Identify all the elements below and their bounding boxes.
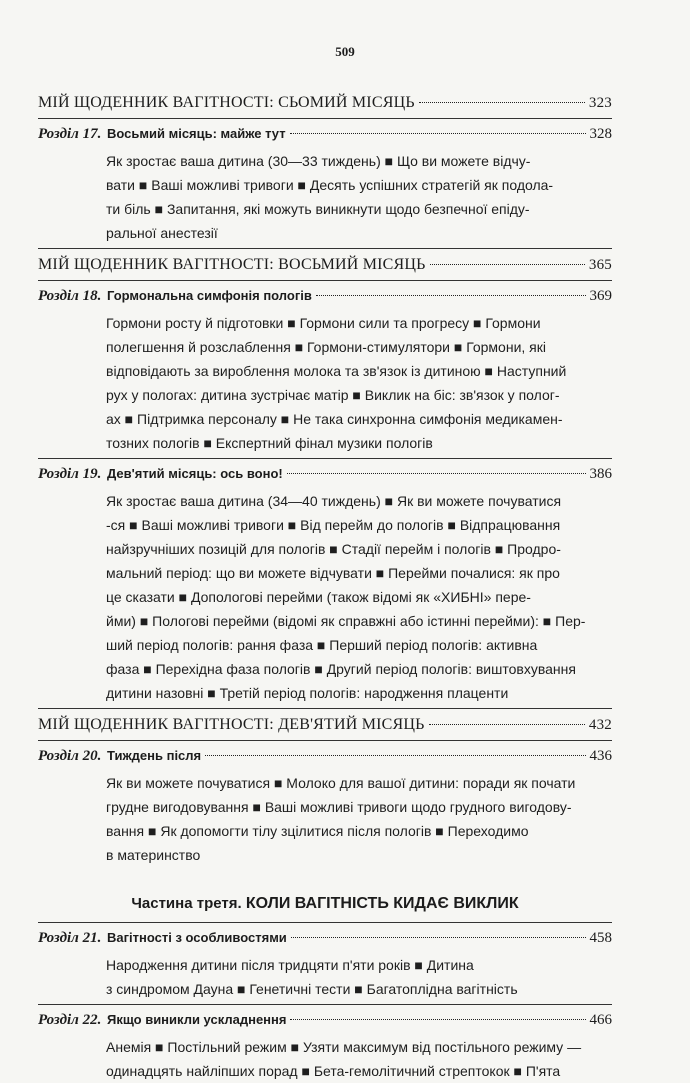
description-line: ти біль ■ Запитання, які можуть виникнути щодо безпечної епіду-	[106, 201, 530, 217]
chapter-21-label: Розділ 21.	[38, 930, 102, 946]
description-line: полегшення й розслаблення ■ Гормони-стимулятори ■ Гормони, які	[106, 339, 546, 355]
diary-eighth-month-page: 365	[588, 257, 612, 273]
dot-leader	[205, 755, 585, 756]
description-line: дитини назовні ■ Третій період пологів: народження плаценти	[106, 685, 509, 701]
description-line: ральної анестезії	[106, 225, 218, 241]
description-line: вання ■ Як допомогти тілу зцілитися після пологів ■ Переходимо	[106, 823, 529, 839]
diary-seventh-month-entry	[38, 94, 612, 112]
chapter-19-description	[106, 489, 612, 705]
description-line: -ся ■ Ваші можливі тривоги ■ Від перейм до пологів ■ Відпрацювання	[106, 517, 561, 533]
description-line: одинадцять найліпших порад ■ Бета-гемолітичний стрептокок ■ П'ята	[106, 1063, 561, 1079]
description-line: Анемія ■ Постільний режим ■ Узяти максимум від постільного режиму —	[106, 1039, 582, 1055]
divider-rule	[38, 1004, 612, 1005]
dot-leader	[429, 724, 585, 725]
divider-rule	[38, 280, 612, 281]
dot-leader	[290, 133, 586, 134]
chapter-17-description	[106, 149, 612, 245]
part-three-prefix: Частина третя.	[131, 895, 242, 912]
chapter-19-label: Розділ 19.	[38, 466, 102, 482]
divider-rule	[38, 708, 612, 709]
chapter-18-page: 369	[589, 288, 612, 304]
divider-rule	[38, 740, 612, 741]
diary-seventh-month-page: 323	[588, 95, 612, 111]
chapter-19-page: 386	[589, 466, 612, 482]
description-line: Народження дитини після тридцяти п'яти років ■ Дитина	[106, 957, 474, 973]
dot-leader	[290, 1019, 585, 1020]
chapter-19-entry	[38, 466, 612, 483]
chapter-20-label: Розділ 20.	[38, 748, 102, 764]
description-line: йми) ■ Пологові перейми (відомі як справжні або істинні перейми): ■ Пер-	[106, 613, 586, 629]
chapter-18-title: Гормональна симфонія пологів	[107, 288, 312, 303]
chapter-21-description	[106, 953, 612, 1001]
chapter-22-page: 466	[589, 1012, 612, 1028]
dot-leader	[316, 295, 586, 296]
chapter-17-page: 328	[589, 126, 612, 142]
chapter-22-title: Якщо виникли ускладнення	[107, 1012, 287, 1027]
description-line: Як ви можете почуватися ■ Молоко для вашої дитини: поради як почати	[106, 775, 576, 791]
chapter-18-entry	[38, 288, 612, 305]
description-line: грудне вигодовування ■ Ваші можливі тривоги щодо грудного вигодову-	[106, 799, 572, 815]
divider-rule	[38, 458, 612, 459]
description-line: відповідають за вироблення молока та зв'язок із дитиною ■ Наступний	[106, 363, 567, 379]
description-line: Гормони росту й підготовки ■ Гормони сили та прогресу ■ Гормони	[106, 315, 541, 331]
table-of-contents	[38, 84, 612, 1083]
diary-eighth-month-title: МІЙ ЩОДЕННИК ВАГІТНОСТІ: ВОСЬМИЙ МІСЯЦЬ	[38, 256, 426, 273]
divider-rule	[38, 922, 612, 923]
diary-ninth-month-page: 432	[588, 717, 612, 733]
divider-rule	[38, 118, 612, 119]
chapter-20-title: Тиждень після	[107, 748, 202, 763]
chapter-22-description	[106, 1035, 612, 1083]
chapter-20-entry	[38, 748, 612, 765]
dot-leader	[287, 473, 586, 474]
description-line: вати ■ Ваші можливі тривоги ■ Десять успішних стратегій як подола-	[106, 177, 554, 193]
chapter-21-entry	[38, 930, 612, 947]
diary-eighth-month-entry	[38, 256, 612, 274]
description-line: в материнство	[106, 847, 201, 863]
description-line: фаза ■ Перехідна фаза пологів ■ Другий період пологів: виштовхування	[106, 661, 576, 677]
chapter-22-label: Розділ 22.	[38, 1012, 102, 1028]
chapter-17-title: Восьмий місяць: майже тут	[107, 126, 286, 141]
description-line: Як зростає ваша дитина (30—33 тиждень) ■ Що ви можете відчу-	[106, 153, 531, 169]
page-number: 509	[335, 44, 355, 59]
chapter-20-description	[106, 771, 612, 867]
dot-leader	[430, 264, 585, 265]
description-line: ах ■ Підтримка персоналу ■ Не така синхронна симфонія медикамен-	[106, 411, 563, 427]
diary-ninth-month-entry	[38, 716, 612, 734]
chapter-17-label: Розділ 17.	[38, 126, 102, 142]
diary-ninth-month-title: МІЙ ЩОДЕННИК ВАГІТНОСТІ: ДЕВ'ЯТИЙ МІСЯЦЬ	[38, 716, 425, 733]
chapter-21-title: Вагітності з особливостями	[107, 930, 287, 945]
chapter-21-page: 458	[589, 930, 612, 946]
divider-rule	[38, 248, 612, 249]
dot-leader	[419, 102, 585, 103]
part-three-title: КОЛИ ВАГІТНІСТЬ КИДАЄ ВИКЛИК	[245, 895, 519, 912]
chapter-20-page: 436	[589, 748, 612, 764]
description-line: найзручніших позицій для пологів ■ Стадії перейм і пологів ■ Продро-	[106, 541, 561, 557]
chapter-18-description	[106, 311, 612, 455]
description-line: з синдромом Дауна ■ Генетичні тести ■ Багатоплідна вагітність	[106, 981, 518, 997]
diary-seventh-month-title: МІЙ ЩОДЕННИК ВАГІТНОСТІ: СЬОМИЙ МІСЯЦЬ	[38, 94, 415, 111]
description-line: рух у пологах: дитина зустрічає матір ■ Виклик на біс: зв'язок у полог-	[106, 387, 560, 403]
description-line: це сказати ■ Допологові перейми (також відомі як «ХИБНІ» пере-	[106, 589, 531, 605]
chapter-22-entry	[38, 1012, 612, 1029]
chapter-17-entry	[38, 126, 612, 143]
description-line: Як зростає ваша дитина (34—40 тиждень) ■ Як ви можете почуватися	[106, 493, 562, 509]
dot-leader	[291, 937, 586, 938]
chapter-19-title: Дев'ятий місяць: ось воно!	[107, 466, 283, 481]
description-line: тозних пологів ■ Експертний фінал музики пологів	[106, 435, 433, 451]
description-line: ший період пологів: рання фаза ■ Перший період пологів: активна	[106, 637, 538, 653]
part-three-heading	[38, 895, 612, 913]
chapter-18-label: Розділ 18.	[38, 288, 102, 304]
description-line: мальний період: що ви можете відчувати ■ Перейми почалися: як про	[106, 565, 560, 581]
